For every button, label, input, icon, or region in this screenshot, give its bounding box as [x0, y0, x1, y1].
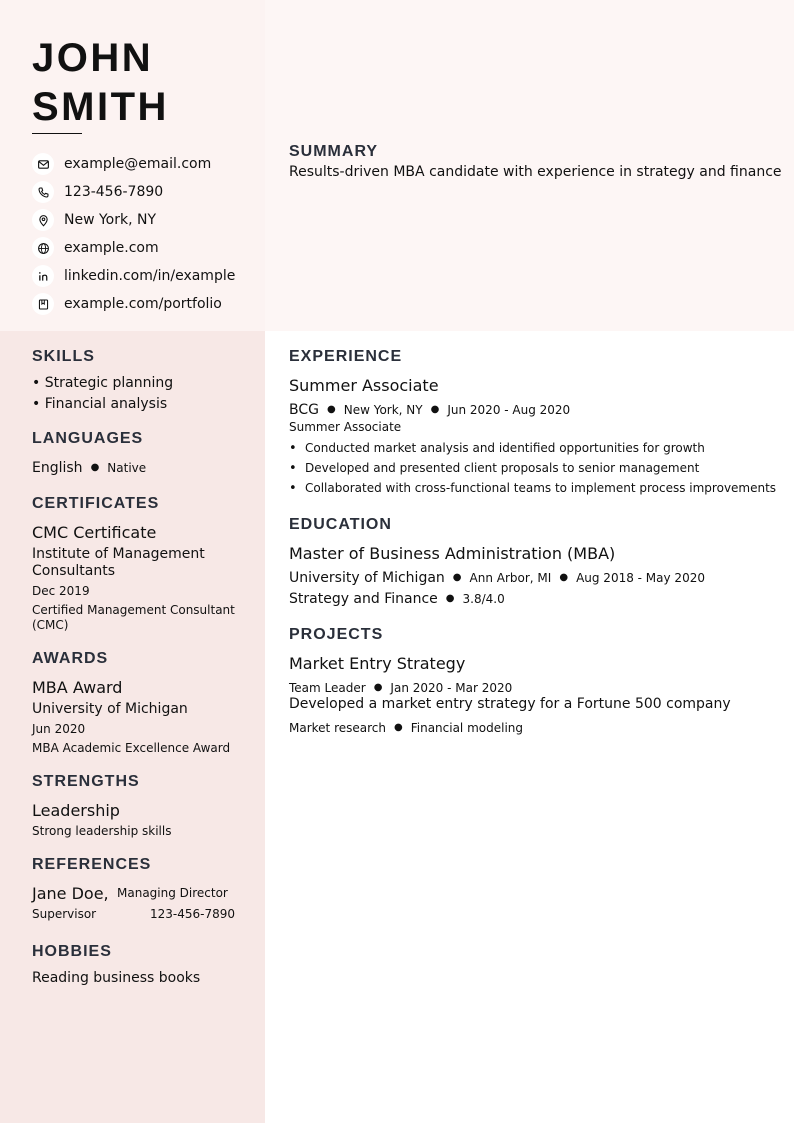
- separator-dot: ●: [393, 722, 403, 733]
- portfolio-icon: [32, 293, 54, 315]
- bullet-icon: •: [289, 440, 297, 456]
- language-level: Native: [107, 461, 147, 475]
- hobby-item: Reading business books: [32, 970, 201, 986]
- bullet-text: Conducted market analysis and identified opportunities for growth: [305, 441, 705, 455]
- experience-role: Summer Associate: [289, 376, 439, 395]
- education-location: Ann Arbor, MI: [469, 571, 552, 585]
- project-tag: Financial modeling: [410, 721, 524, 735]
- reference-relation: Supervisor: [32, 907, 97, 921]
- separator-dot: ●: [559, 572, 569, 583]
- separator-dot: ●: [90, 462, 100, 473]
- contact-phone-text: 123-456-7890: [64, 184, 164, 200]
- awards-title: AWARDS: [32, 650, 109, 667]
- project-name: Market Entry Strategy: [289, 654, 466, 673]
- contact-list: [32, 150, 235, 318]
- globe-icon: [32, 237, 54, 259]
- list-item: [289, 458, 776, 478]
- experience-location: New York, NY: [343, 403, 423, 417]
- project-description: Developed a market entry strategy for a Fortune 500 company: [289, 696, 731, 712]
- separator-dot: ●: [445, 593, 455, 604]
- contact-phone[interactable]: [32, 178, 235, 206]
- contact-linkedin-text: linkedin.com/in/example: [64, 268, 236, 284]
- reference-phone[interactable]: 123-456-7890: [150, 907, 236, 921]
- education-title: EDUCATION: [289, 516, 392, 533]
- strength-name: Leadership: [32, 801, 120, 820]
- references-title: REFERENCES: [32, 856, 152, 873]
- experience-dates: Jun 2020 - Aug 2020: [447, 403, 571, 417]
- contact-portfolio[interactable]: [32, 290, 235, 318]
- separator-dot: ●: [452, 572, 462, 583]
- experience-meta: [289, 399, 570, 418]
- candidate-name: [32, 34, 169, 132]
- skill-item: • Financial analysis: [32, 396, 168, 412]
- strength-description: Strong leadership skills: [32, 824, 172, 838]
- phone-icon: [32, 181, 54, 203]
- list-item: [289, 478, 776, 498]
- education-gpa: 3.8/4.0: [462, 592, 505, 606]
- experience-company: BCG: [289, 402, 319, 418]
- award-date: Jun 2020: [32, 722, 86, 736]
- project-tags: [289, 717, 523, 736]
- contact-website[interactable]: [32, 234, 235, 262]
- contact-location-text: New York, NY: [64, 212, 157, 228]
- education-details: [289, 588, 505, 607]
- linkedin-icon: [32, 265, 54, 287]
- experience-subtitle: Summer Associate: [289, 420, 402, 434]
- project-role: Team Leader: [289, 681, 366, 695]
- contact-portfolio-text: example.com/portfolio: [64, 296, 222, 312]
- mail-icon: [32, 153, 54, 175]
- separator-dot: ●: [326, 404, 336, 415]
- separator-dot: ●: [373, 682, 383, 693]
- experience-title: EXPERIENCE: [289, 348, 403, 365]
- strengths-title: STRENGTHS: [32, 773, 140, 790]
- bullet-icon: •: [289, 480, 297, 496]
- hobbies-title: HOBBIES: [32, 943, 112, 960]
- name-last: SMITH: [32, 85, 169, 129]
- language-name: English: [32, 460, 83, 476]
- summary-title: SUMMARY: [289, 143, 379, 160]
- education-degree: Master of Business Administration (MBA): [289, 544, 616, 563]
- projects-title: PROJECTS: [289, 626, 384, 643]
- reference-position: Managing Director: [117, 886, 228, 900]
- award-issuer: University of Michigan: [32, 701, 188, 717]
- award-description: MBA Academic Excellence Award: [32, 741, 231, 755]
- education-field: Strategy and Finance: [289, 591, 438, 607]
- contact-email-text: example@email.com: [64, 156, 212, 172]
- skill-item: • Strategic planning: [32, 375, 174, 391]
- bullet-icon: •: [289, 460, 297, 476]
- languages-title: LANGUAGES: [32, 430, 144, 447]
- bullet-text: Developed and presented client proposals to senior management: [305, 461, 700, 475]
- name-first: JOHN: [32, 36, 154, 80]
- education-meta: [289, 567, 705, 586]
- location-pin-icon: [32, 209, 54, 231]
- name-divider: [32, 133, 82, 134]
- contact-linkedin[interactable]: [32, 262, 235, 290]
- experience-bullets: [289, 438, 776, 498]
- language-row: [32, 457, 146, 476]
- reference-name: Jane Doe,: [32, 884, 109, 903]
- certificate-name: CMC Certificate: [32, 523, 157, 542]
- separator-dot: ●: [430, 404, 440, 415]
- contact-location: [32, 206, 235, 234]
- summary-text: Results-driven MBA candidate with experience in strategy and finance: [289, 164, 782, 180]
- education-school: University of Michigan: [289, 570, 445, 586]
- contact-email[interactable]: [32, 150, 235, 178]
- project-tag: Market research: [289, 721, 386, 735]
- certificate-description: Certified Management Consultant (CMC): [32, 603, 235, 632]
- award-name: MBA Award: [32, 678, 123, 697]
- list-item: [289, 438, 776, 458]
- bullet-text: Collaborated with cross-functional teams to implement process improvements: [305, 481, 777, 495]
- certificates-title: CERTIFICATES: [32, 495, 160, 512]
- education-dates: Aug 2018 - May 2020: [576, 571, 705, 585]
- skills-title: SKILLS: [32, 348, 95, 365]
- project-dates: Jan 2020 - Mar 2020: [390, 681, 513, 695]
- certificate-date: Dec 2019: [32, 584, 90, 598]
- project-meta: [289, 677, 512, 696]
- contact-website-text: example.com: [64, 240, 159, 256]
- certificate-issuer: Institute of Management Consultants: [32, 546, 205, 579]
